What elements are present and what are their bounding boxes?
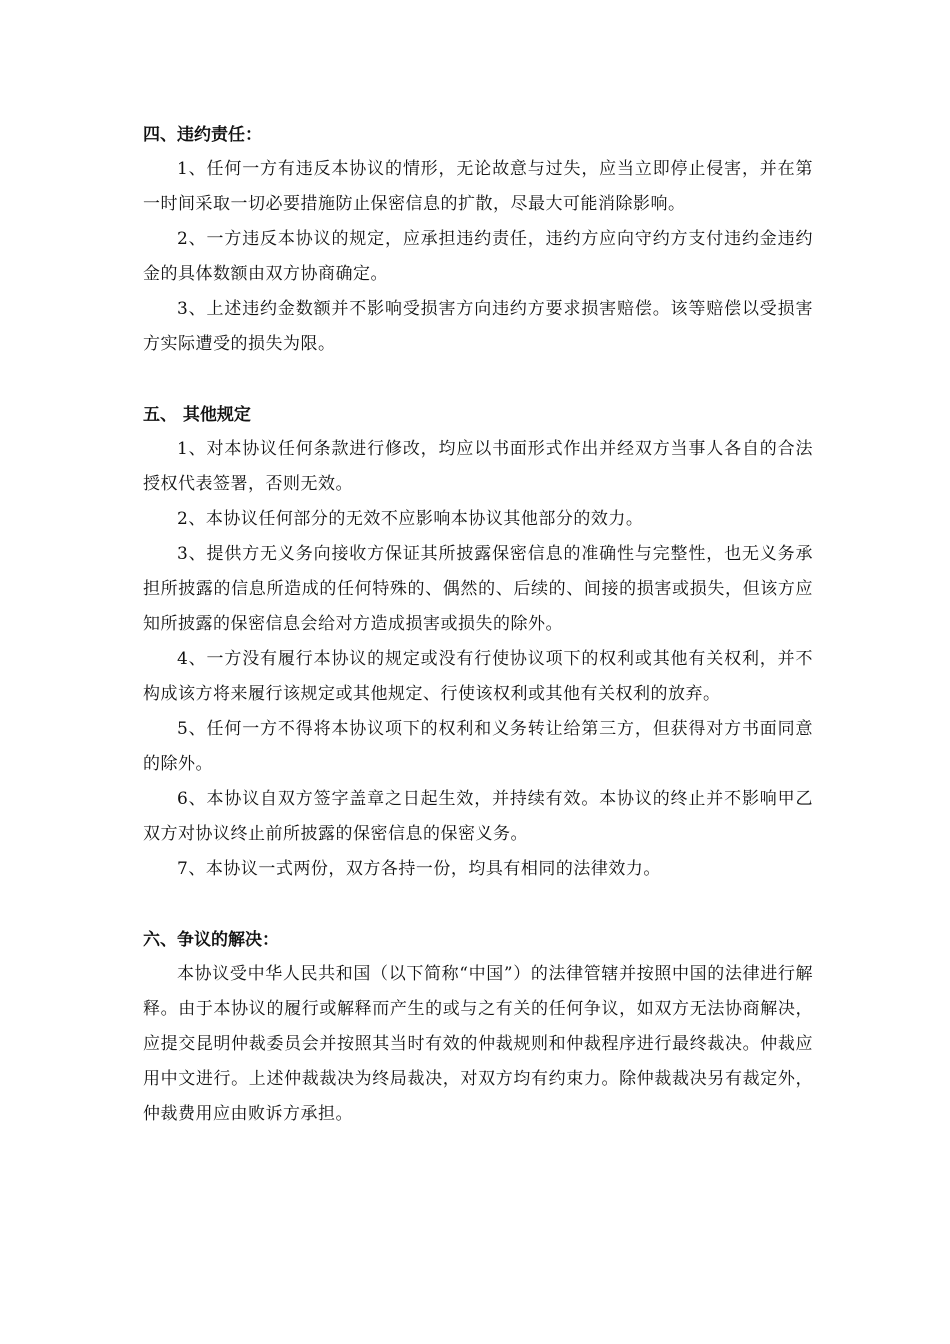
- clause-paragraph: 本协议受中华人民共和国（以下简称“中国”）的法律管辖并按照中国的法律进行解释。由于本协议的履行或解释而产生的或与之有关的任何争议，如双方无法协商解决，应提交昆明仲裁委员会并按照其当时有效的仲裁规则和仲裁程序进行最终裁决。仲裁应用中文进行。上述仲裁裁决为终局裁决，对双方均有约束力。除仲裁裁决另有裁定外，仲裁费用应由败诉方承担。: [143, 964, 813, 1124]
- clause-paragraph: 2、一方违反本协议的规定，应承担违约责任，违约方应向守约方支付违约金违约金的具体数额由双方协商确定。: [143, 229, 813, 284]
- clause-paragraph: 4、一方没有履行本协议的规定或没有行使协议项下的权利或其他有关权利，并不构成该方将来履行该规定或其他规定、行使该权利或其他有关权利的放弃。: [143, 649, 813, 704]
- section-heading: 六、争议的解决：: [143, 930, 279, 950]
- clause-paragraph: 5、任何一方不得将本协议项下的权利和义务转让给第三方，但获得对方书面同意的除外。: [143, 719, 813, 774]
- section-heading: 五、 其他规定: [143, 405, 251, 425]
- clause-paragraph: 6、本协议自双方签字盖章之日起生效，并持续有效。本协议的终止并不影响甲乙双方对协议终止前所披露的保密信息的保密义务。: [143, 789, 813, 844]
- clause-paragraph: 3、提供方无义务向接收方保证其所披露保密信息的准确性与完整性，也无义务承担所披露的信息所造成的任何特殊的、偶然的、后续的、间接的损害或损失，但该方应知所披露的保密信息会给对方造成损害或损失的除外。: [143, 544, 813, 634]
- document-body: [143, 118, 813, 1132]
- section-breach-liability: [143, 118, 813, 362]
- clause-paragraph: 7、本协议一式两份，双方各持一份，均具有相同的法律效力。: [177, 859, 661, 879]
- section-other-provisions: [143, 398, 813, 887]
- clause-paragraph: 3、上述违约金数额并不影响受损害方向违约方要求损害赔偿。该等赔偿以受损害方实际遭受的损失为限。: [143, 299, 813, 354]
- section-dispute-resolution: [143, 923, 813, 1132]
- clause-paragraph: 2、本协议任何部分的无效不应影响本协议其他部分的效力。: [177, 509, 644, 529]
- clause-paragraph: 1、对本协议任何条款进行修改，均应以书面形式作出并经双方当事人各自的合法授权代表签署，否则无效。: [143, 439, 813, 494]
- section-heading: 四、违约责任：: [143, 125, 262, 145]
- clause-paragraph: 1、任何一方有违反本协议的情形，无论故意与过失，应当立即停止侵害，并在第一时间采取一切必要措施防止保密信息的扩散，尽最大可能消除影响。: [143, 159, 813, 214]
